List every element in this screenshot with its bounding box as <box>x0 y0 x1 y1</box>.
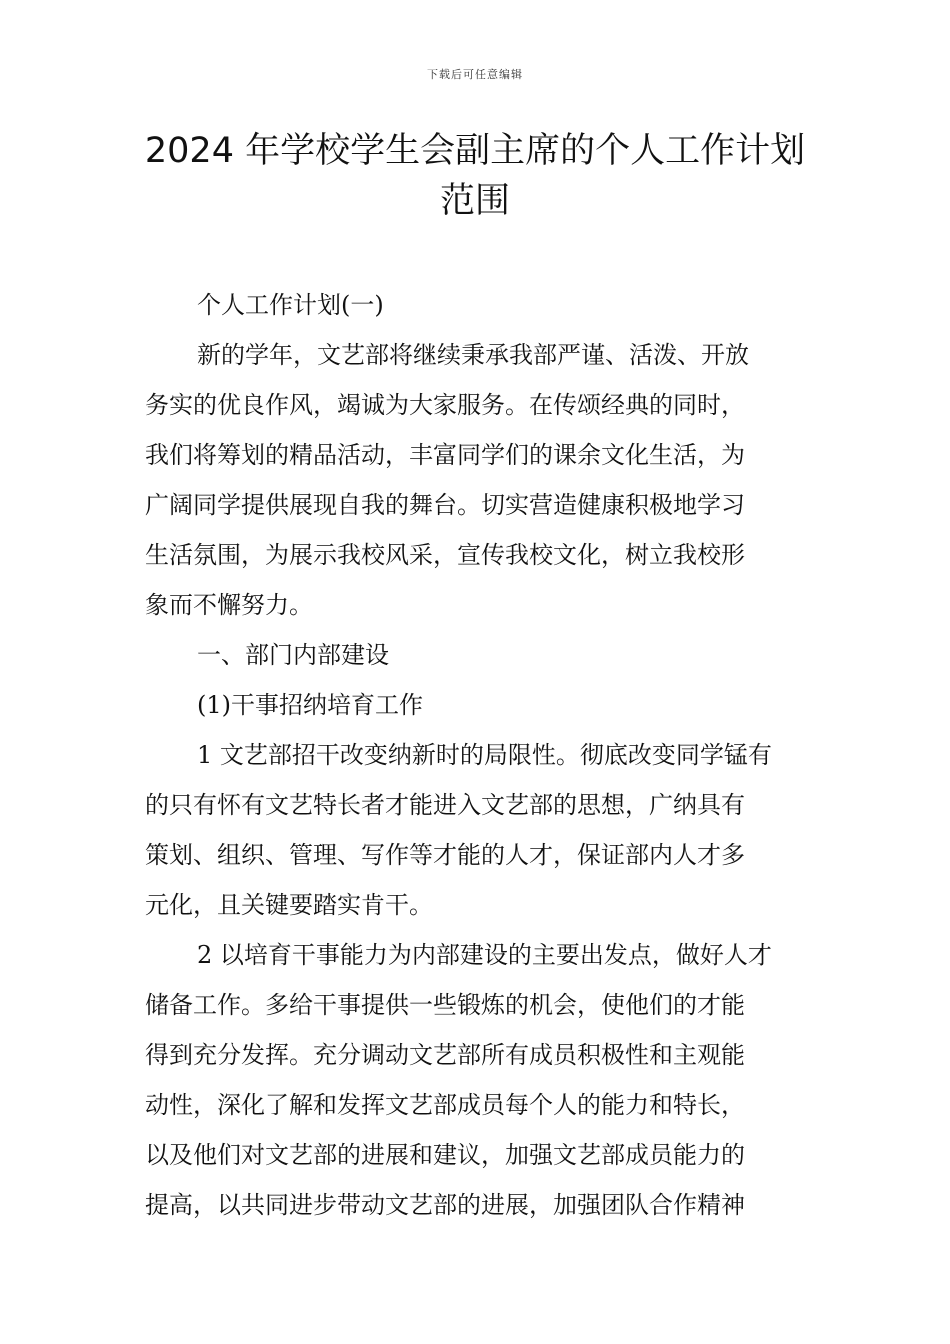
body-line: 新的学年，文艺部将继续秉承我部严谨、活泼、开放 <box>197 341 749 369</box>
body-line: 1 文艺部招干改变纳新时的局限性。彻底改变同学锰有 <box>197 741 772 769</box>
document-body <box>145 280 810 1230</box>
body-line: 策划、组织、管理、写作等才能的人才，保证部内人才多 <box>145 841 745 869</box>
body-line: 储备工作。多给干事提供一些锻炼的机会，使他们的才能 <box>145 991 745 1019</box>
body-line: 动性，深化了解和发挥文艺部成员每个人的能力和特长， <box>145 1091 745 1119</box>
body-line: 个人工作计划(一) <box>197 291 384 319</box>
body-line: (1)干事招纳培育工作 <box>197 691 423 719</box>
body-line: 我们将筹划的精品活动，丰富同学们的课余文化生活，为 <box>145 441 745 469</box>
body-line: 生活氛围，为展示我校风采，宣传我校文化，树立我校形 <box>145 541 745 569</box>
body-line: 以及他们对文艺部的进展和建议，加强文艺部成员能力的 <box>145 1141 745 1169</box>
document-title-line-1: 2024 年学校学生会副主席的个人工作计划 <box>144 131 806 171</box>
document-title-line-2: 范围 <box>439 181 510 221</box>
body-line: 广阔同学提供展现自我的舞台。切实营造健康积极地学习 <box>145 491 745 519</box>
body-line: 2 以培育干事能力为内部建设的主要出发点，做好人才 <box>197 941 772 969</box>
document-title <box>120 126 830 226</box>
body-line: 元化，且关键要踏实肯干。 <box>145 891 433 919</box>
body-line: 得到充分发挥。充分调动文艺部所有成员积极性和主观能 <box>145 1041 745 1069</box>
body-line: 象而不懈努力。 <box>145 591 313 619</box>
body-line: 的只有怀有文艺特长者才能进入文艺部的思想，广纳具有 <box>145 791 745 819</box>
body-line: 一、部门内部建设 <box>197 641 389 669</box>
body-line: 提高，以共同进步带动文艺部的进展，加强团队合作精神 <box>145 1191 745 1219</box>
body-line: 务实的优良作风，竭诚为大家服务。在传颂经典的同时， <box>145 391 745 419</box>
header-note: 下载后可任意编辑 <box>427 68 523 81</box>
